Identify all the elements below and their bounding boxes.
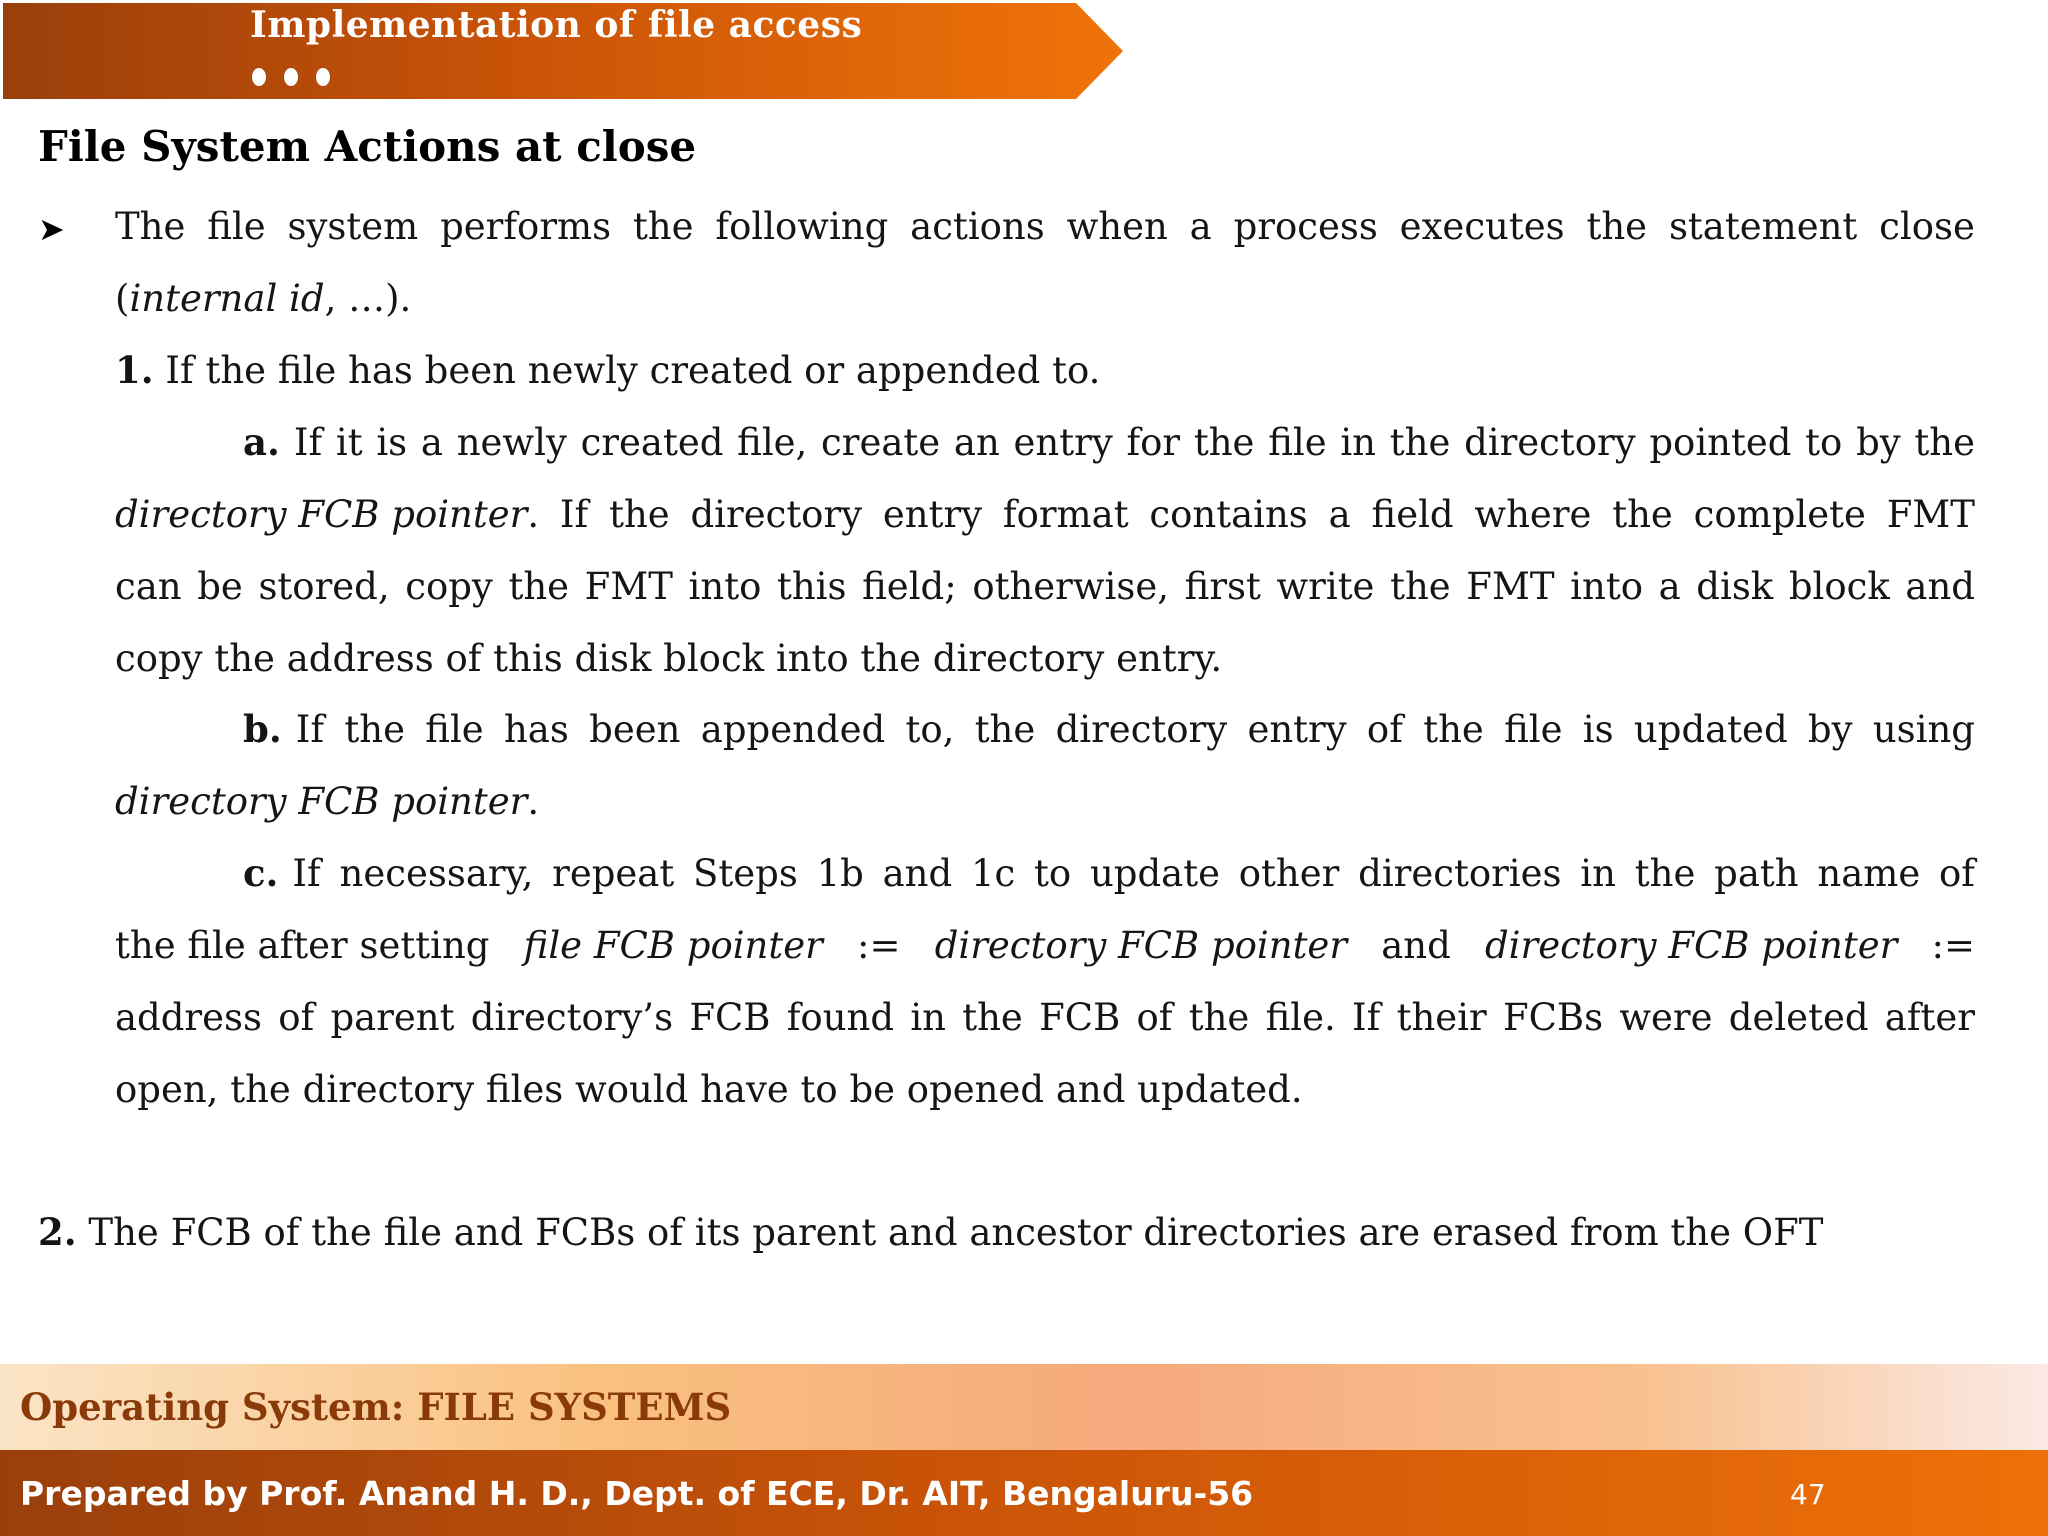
intro-word: file: [207, 205, 266, 248]
intro-word: when: [1066, 205, 1168, 248]
intro-line-1: [115, 205, 1975, 248]
sub-a-text-1: If it is a newly created file, create an entry for the file in the directory pointed to by the: [293, 421, 1975, 464]
dot-icon: [252, 68, 266, 86]
sub-c-text-2b: :=: [845, 924, 913, 967]
sub-a-text-2: . If the directory entry format contains a field where the complete FMT: [527, 493, 1975, 536]
intro-word: process: [1233, 205, 1378, 248]
dot-icon: [316, 68, 330, 86]
sub-c-line-2: [115, 924, 1975, 967]
intro-word: performs: [440, 205, 612, 248]
sub-c-italic-b: directory FCB pointer: [934, 924, 1348, 967]
sub-c-line-1: [243, 851, 1975, 895]
sub-b-line-1: [243, 707, 1975, 751]
sub-a-label: a.: [243, 420, 280, 464]
intro-italic: internal id: [129, 277, 325, 320]
intro-word: a: [1189, 205, 1212, 248]
step-1-text: If the file has been newly created or appended to.: [165, 349, 1101, 392]
sub-a-line-4: copy the address of this disk block into the directory entry.: [115, 637, 1223, 680]
intro-word: system: [287, 205, 419, 248]
sub-c-text-2c: and: [1369, 924, 1463, 967]
sub-c-text-2d: :=: [1919, 924, 1975, 967]
slide-section-title: Implementation of file access: [250, 4, 863, 46]
slide-heading: File System Actions at close: [38, 122, 697, 171]
intro-word: the: [1586, 205, 1648, 248]
intro-line-2: [115, 277, 412, 320]
sub-b-label: b.: [243, 707, 282, 751]
sub-b-text-1: If the file has been appended to, the directory entry of the file is updated by using: [295, 708, 1975, 751]
sub-b-line-2: [115, 780, 540, 823]
sub-c-text-2a: the file after setting: [115, 924, 502, 967]
sub-c-label: c.: [243, 851, 279, 895]
step-1: [115, 348, 1101, 392]
page-number: 47: [1790, 1478, 1826, 1511]
sub-a-line-1: [243, 420, 1975, 464]
step-2-text: The FCB of the file and FCBs of its parent and ancestor directories are erased from the OFT: [88, 1211, 1824, 1254]
intro-word: The: [115, 205, 186, 248]
sub-c-italic-c: directory FCB pointer: [1484, 924, 1898, 967]
sub-c-text-1: If necessary, repeat Steps 1b and 1c to update other directories in the path name of: [292, 852, 1975, 895]
intro-word: following: [715, 205, 889, 248]
intro-word: close: [1879, 205, 1975, 248]
arrowhead-bullet-icon: ➤: [38, 210, 65, 248]
sub-b-end: .: [527, 780, 540, 823]
sub-a-italic: directory FCB pointer: [115, 493, 528, 536]
intro-word: the: [632, 205, 694, 248]
sub-b-italic: directory FCB pointer: [115, 780, 528, 823]
sub-c-line-3: address of parent directory’s FCB found in the FCB of the file. If their FCBs were deleted after: [115, 996, 1975, 1039]
sub-a-line-2: [115, 493, 1975, 536]
footer-course-title: Operating System: FILE SYSTEMS: [20, 1385, 732, 1429]
intro-end: , …).: [324, 277, 412, 320]
footer-credit: Prepared by Prof. Anand H. D., Dept. of ECE, Dr. AIT, Bengaluru-56: [20, 1474, 1254, 1513]
banner-dots: [252, 68, 330, 86]
sub-c-line-4: open, the directory files would have to be opened and updated.: [115, 1068, 1303, 1111]
step-1-number: 1.: [115, 348, 154, 392]
sub-c-italic-a: file FCB pointer: [523, 924, 823, 967]
intro-word: executes: [1399, 205, 1565, 248]
step-2: [38, 1210, 1824, 1254]
intro-word: actions: [910, 205, 1045, 248]
sub-a-line-3: can be stored, copy the FMT into this field; otherwise, first write the FMT into a disk block and: [115, 565, 1975, 608]
step-2-number: 2.: [38, 1210, 77, 1254]
paren: (: [115, 277, 130, 320]
dot-icon: [284, 68, 298, 86]
intro-word: statement: [1668, 205, 1858, 248]
